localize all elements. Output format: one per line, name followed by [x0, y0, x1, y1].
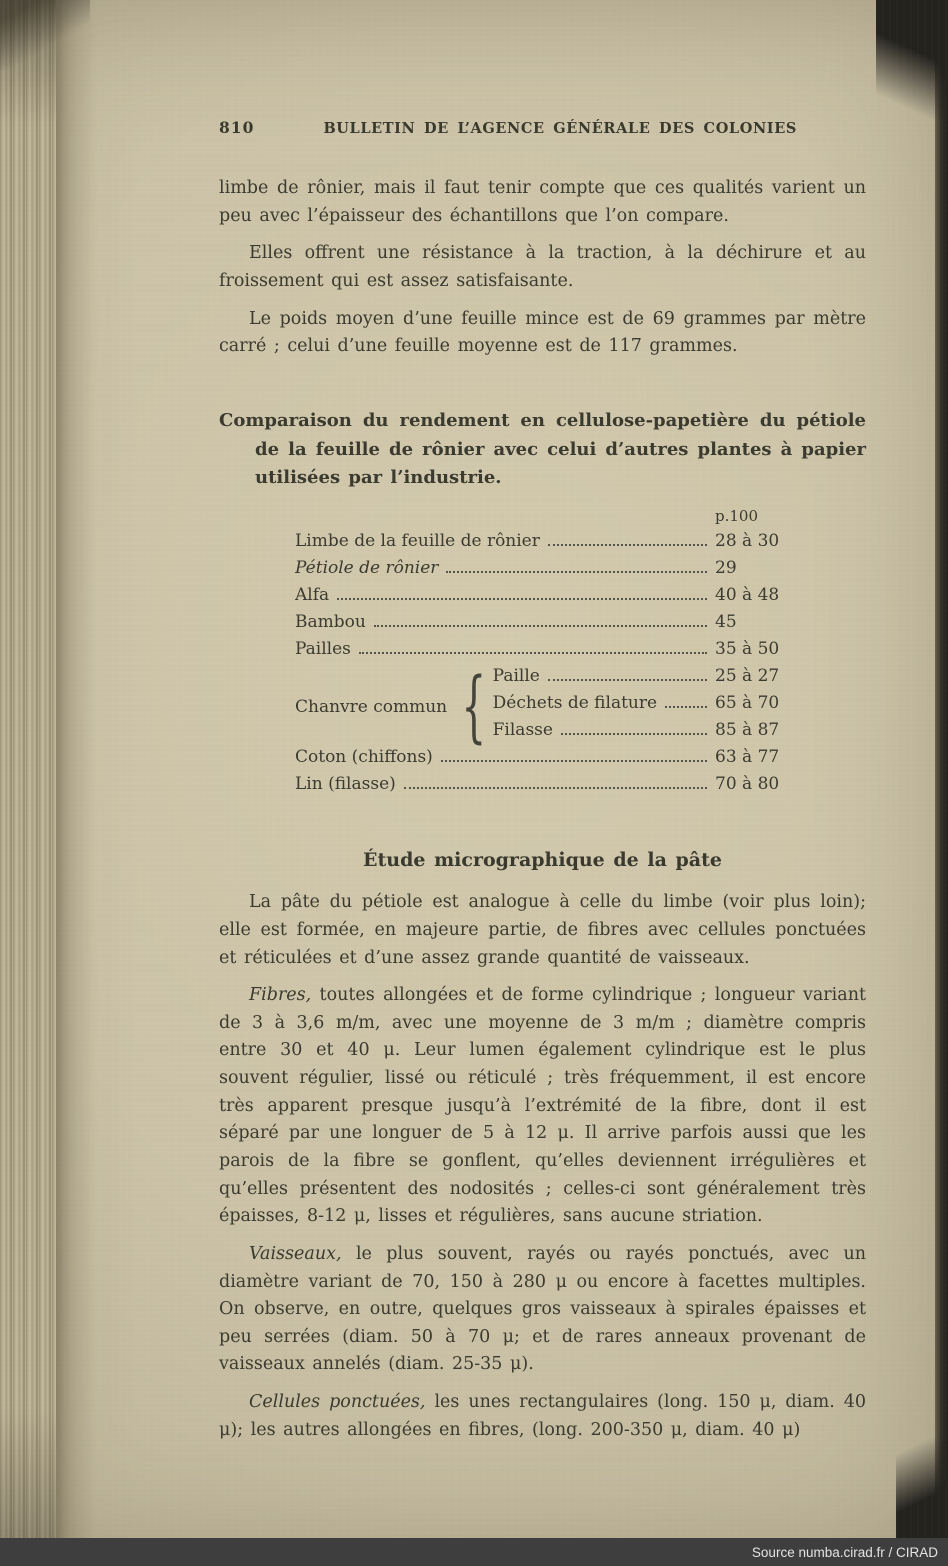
- row-label: Paille: [492, 666, 540, 687]
- paragraph: Elles offrent une résistance à la traction, à la déchirure et au froissement qui est assez satisfaisante.: [219, 243, 866, 291]
- dot-leader: [548, 544, 707, 546]
- dot-leader: [446, 571, 707, 573]
- table-row: [295, 747, 787, 774]
- comparison-heading: Comparaison du rendement en cellulose-papetière du pétiole de la feuille de rônier avec celui d’autres plantes à papier utilisées par l’industrie.: [219, 409, 866, 489]
- paragraph-text: toutes allongées et de forme cylindrique ; longueur variant de 3 à 3,6 m/m, avec une moyenne de 3 m/m ; diamètre compris entre 30 et 40 μ. Leur lumen également cylindrique est le plus souvent régulier, lissé ou réticulé ; très fréquemment, il est encore très apparent presque jusqu’à l’extrémité de la fibre, dont il est séparé par une longuer de 5 à 12 μ. Il arrive parfois aussi que les parois de la fibre se gonflent, qu’elles deviennent irrégulières et qu’elles présentent des nodosités ; celles-ci sont généralement très épaisses, 8-12 μ, lisses et régulières, sans aucune striation.: [219, 985, 866, 1227]
- dot-leader: [337, 598, 707, 600]
- book-cover-edge-right: [935, 0, 948, 1538]
- row-value: 85 à 87: [715, 720, 780, 741]
- row-value: 65 à 70: [715, 693, 780, 714]
- row-label: Limbe de la feuille de rônier: [295, 531, 540, 552]
- group-items: [493, 666, 787, 747]
- row-label: Pailles: [295, 639, 351, 660]
- paragraph: Le poids moyen d’une feuille mince est de 69 grammes par mètre carré ; celui d’une feuille moyenne est de 117 grammes.: [219, 308, 866, 357]
- table-subrow: [493, 720, 787, 747]
- top-left-corner-shadow: [0, 0, 90, 70]
- paragraph-lead: Cellules ponctuées,: [249, 1392, 426, 1413]
- table-group-row: [295, 661, 787, 752]
- paragraph-text: les unes rectangulaires (long. 150 μ, diam. 40 μ); les autres allongées en fibres, (long. 200-350 μ, diam. 40 μ): [219, 1392, 867, 1440]
- paragraph-text: le plus souvent, rayés ou rayés ponctués, avec un diamètre variant de 70, 150 à 280 μ ou encore à facettes multiples. On observe, en outre, quelques gros vaisseaux à spirales épaisses et peu serrées (diam. 50 à 70 μ; et de rares anneaux provenant de vaisseaux annelés (diam. 25-35 μ).: [219, 1243, 866, 1375]
- top-right-corner-dark: [876, 0, 948, 160]
- table-subrow: [493, 693, 787, 720]
- source-attribution-text: Source numba.cirad.fr / CIRAD: [751, 1544, 938, 1560]
- paragraph-continuation: limbe de rônier, mais il faut tenir compte que ces qualités varient un peu avec l’épaisseur des échantillons que l’on compare.: [219, 178, 866, 226]
- table-row: [295, 774, 787, 801]
- unit-header: p.100: [715, 507, 759, 526]
- row-label: Coton (chiffons): [295, 747, 433, 768]
- bottom-right-corner-dark: [896, 1388, 948, 1538]
- source-attribution-bar: [0, 1538, 948, 1566]
- dot-leader: [665, 706, 707, 708]
- table-subrow: [493, 666, 787, 693]
- journal-title: BULLETIN DE L’AGENCE GÉNÉRALE DES COLONIES: [323, 120, 797, 137]
- row-value: 70 à 80: [715, 774, 780, 795]
- book-page-edges-left: [0, 0, 56, 1566]
- paragraph-fibres: [219, 982, 866, 1231]
- dot-leader: [561, 733, 707, 735]
- row-value: 25 à 27: [715, 666, 780, 687]
- running-header: [219, 118, 866, 137]
- row-label: Alfa: [295, 585, 330, 606]
- section-heading: Étude micrographique de la pâte: [363, 849, 722, 872]
- table-row: [295, 585, 787, 612]
- page-content: [219, 118, 866, 1454]
- row-value: 35 à 50: [715, 639, 780, 660]
- table-row: [295, 531, 787, 558]
- dot-leader: [359, 652, 707, 654]
- row-label: Lin (filasse): [295, 774, 396, 795]
- row-value: 28 à 30: [715, 531, 780, 552]
- row-value: 45: [715, 612, 737, 633]
- comparison-table: [295, 507, 787, 801]
- group-label: Chanvre commun: [295, 696, 448, 717]
- table-row: [295, 612, 787, 639]
- dot-leader: [441, 760, 707, 762]
- row-value: 40 à 48: [715, 585, 780, 606]
- paragraph: La pâte du pétiole est analogue à celle du limbe (voir plus loin); elle est formée, en majeure partie, de fibres avec cellules ponctuées et réticulées et d’une assez grande quantité de vaisseaux.: [219, 892, 866, 968]
- dot-leader: [374, 625, 707, 627]
- page-edge-shadow: [56, 0, 96, 1566]
- dot-leader: [548, 679, 707, 681]
- row-label: Filasse: [492, 720, 553, 741]
- paragraph-vaisseaux: [219, 1241, 866, 1379]
- table-unit-header-row: [295, 507, 787, 531]
- table-row: [295, 639, 787, 666]
- page-number: 810: [219, 118, 255, 137]
- paragraph-lead: Vaisseaux,: [249, 1243, 342, 1264]
- row-value: 29: [715, 558, 737, 579]
- table-row: [295, 558, 787, 585]
- row-label: Pétiole de rônier: [295, 558, 439, 579]
- grouping-brace-glyph: {: [461, 661, 487, 752]
- row-label: Déchets de filature: [492, 693, 658, 714]
- dot-leader: [404, 787, 707, 789]
- row-value: 63 à 77: [715, 747, 780, 768]
- row-label: Bambou: [295, 612, 366, 633]
- paragraph-cellules: [219, 1389, 866, 1444]
- paragraph-lead: Fibres,: [249, 985, 312, 1006]
